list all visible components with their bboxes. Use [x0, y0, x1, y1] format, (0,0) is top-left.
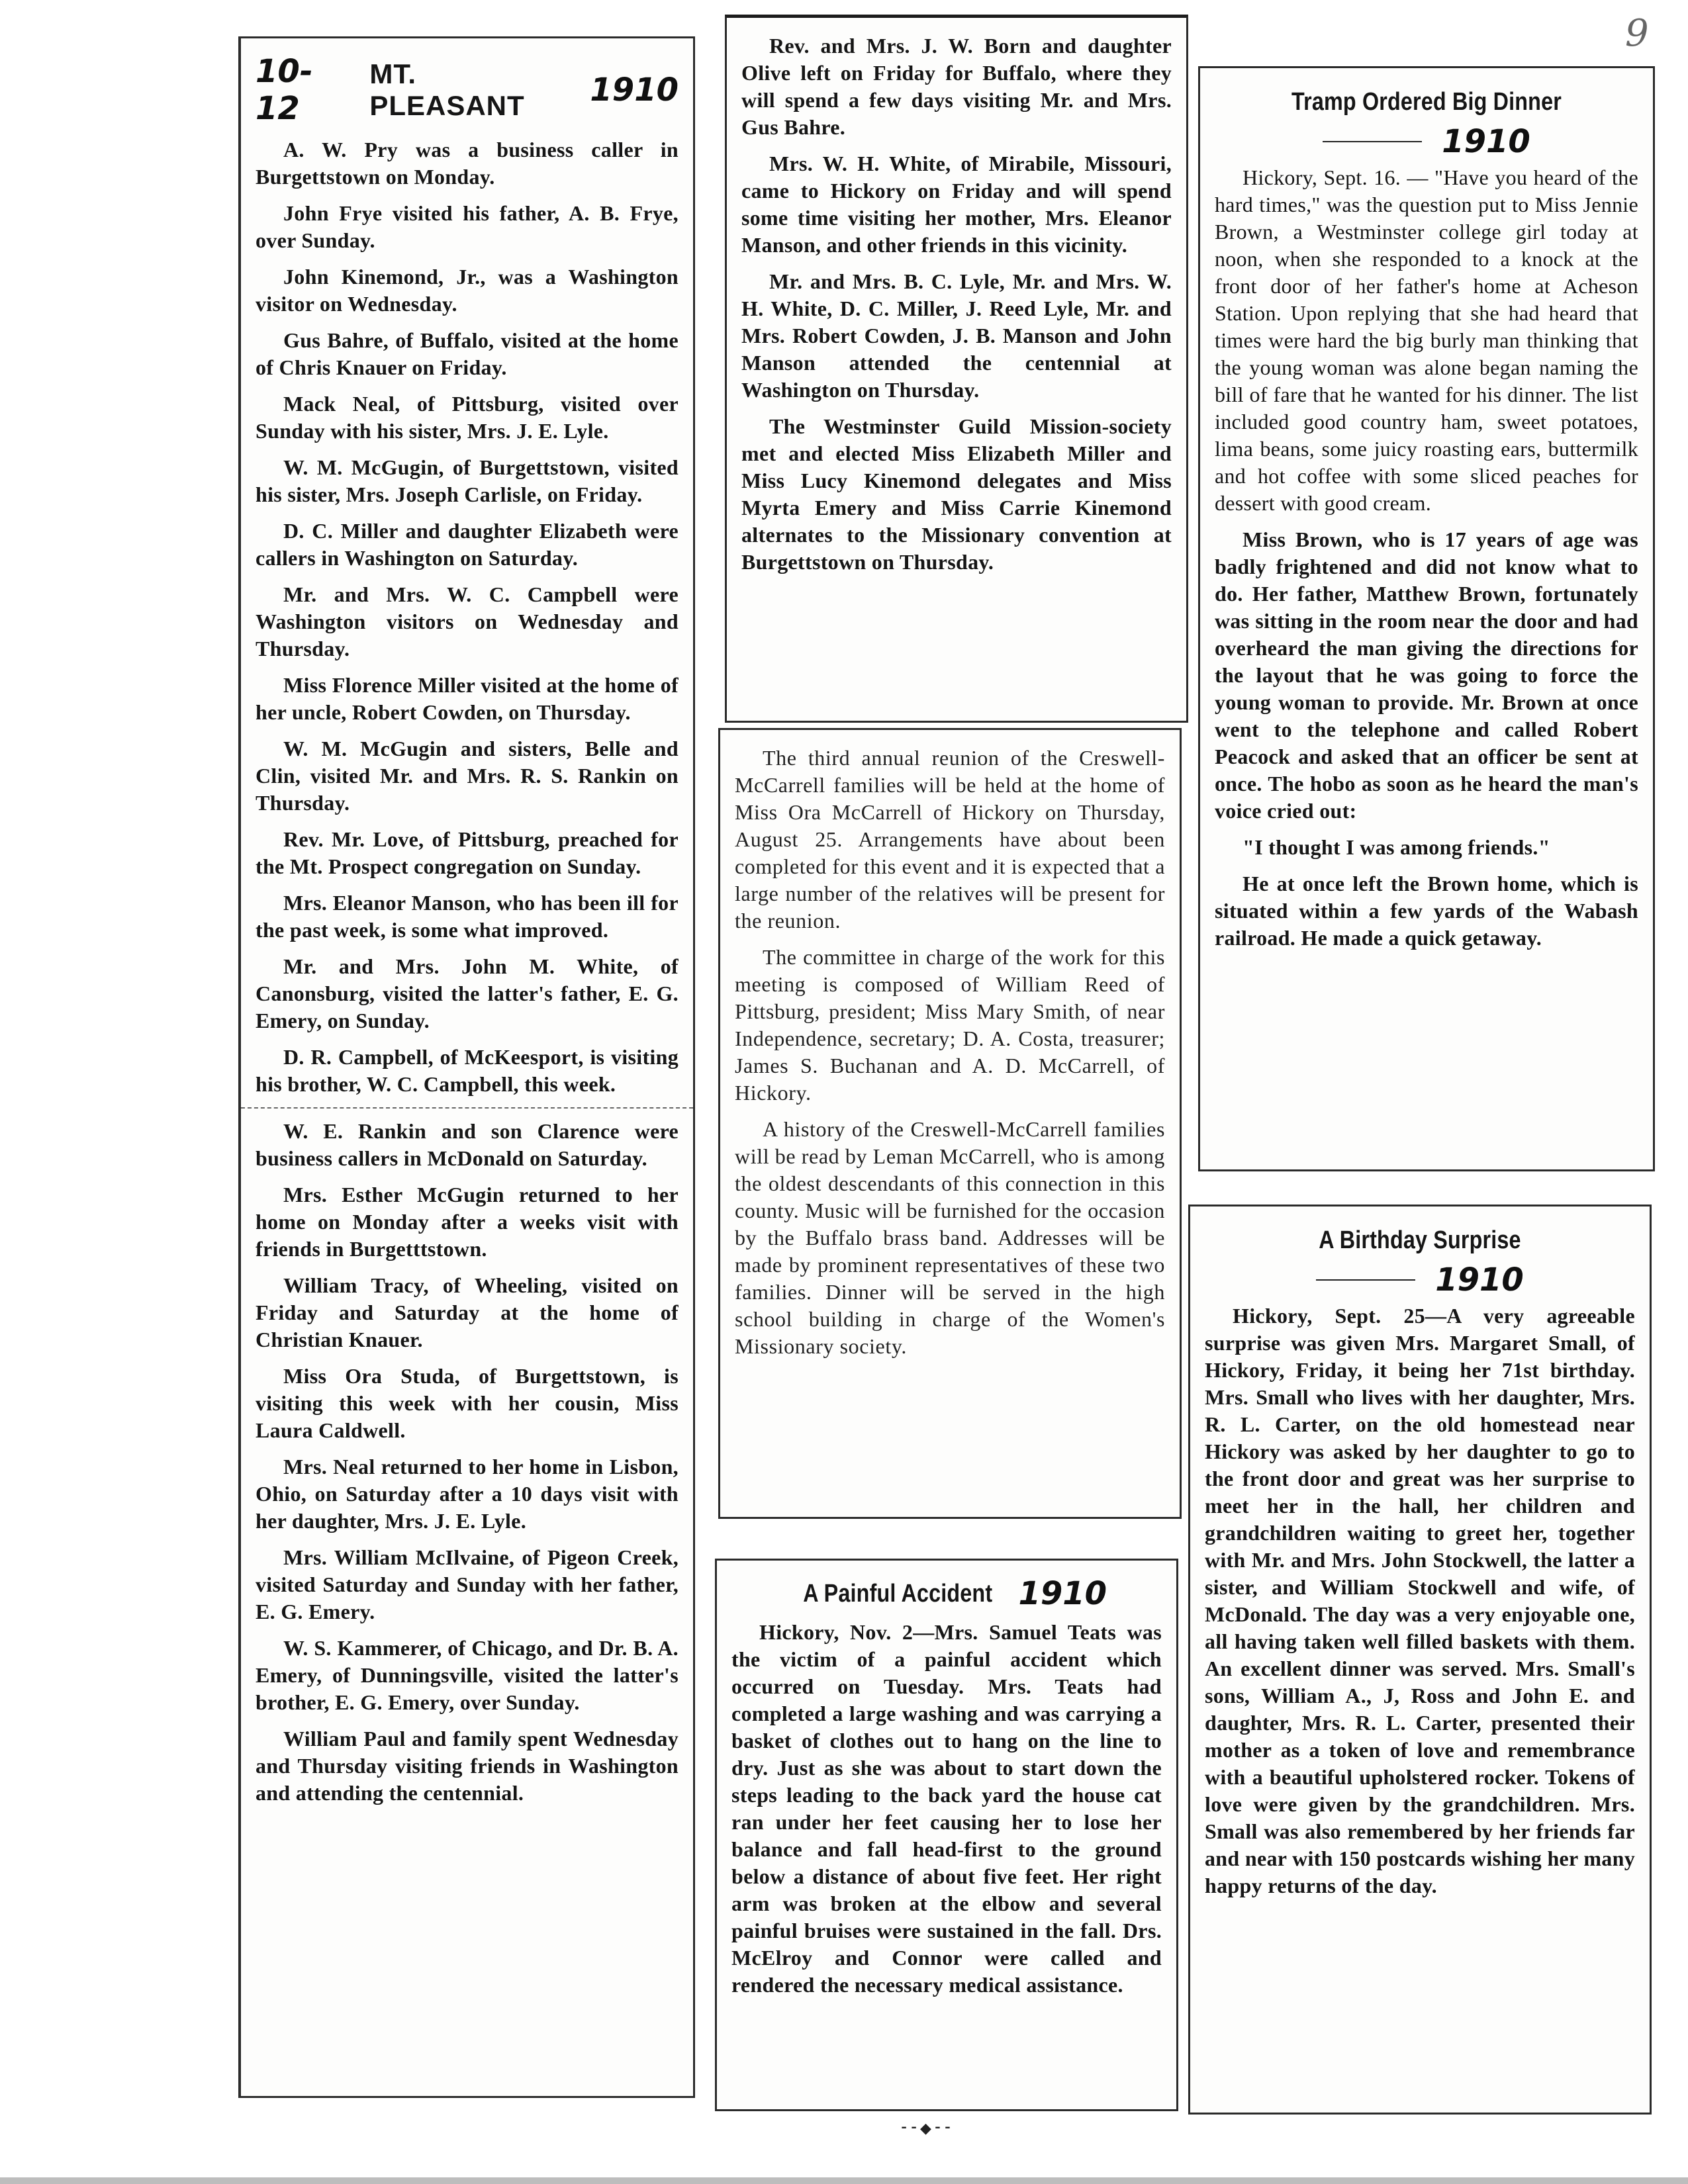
- tramp-paragraph: He at once left the Brown home, which is situated within a few yards of the Wabash railroad. He made a quick getaway.: [1215, 872, 1638, 950]
- hickory-items-clipping: [725, 15, 1188, 723]
- news-item: Miss Ora Studa, of Burgettstown, is visiting this week with her cousin, Miss Laura Caldwell.: [256, 1364, 679, 1442]
- mt-pleasant-header: [256, 53, 679, 127]
- news-item: John Kinemond, Jr., was a Washington visitor on Wednesday.: [256, 265, 679, 316]
- reunion-clipping: [718, 728, 1182, 1519]
- news-item: A. W. Pry was a business caller in Burgettstown on Monday.: [256, 138, 679, 189]
- clip-divider: [241, 1107, 693, 1109]
- reunion-paragraph: The third annual reunion of the Creswell-McCarrell families will be held at the home of Miss Ora McCarrell of Hickory on Thursday, August 25. Arrangements have about been completed for this event and it is expected that a large number of the relatives will be present for the reunion.: [735, 746, 1165, 933]
- scan-edge: [0, 2177, 1688, 2184]
- title-rule: [1316, 1279, 1415, 1281]
- news-item: Mrs. Esther McGugin returned to her home on Monday after a weeks visit with friends in Burgetttstown.: [256, 1183, 679, 1261]
- reunion-paragraph: The committee in charge of the work for this meeting is composed of William Reed of Pittsburg, president; Miss Mary Smith, of near Independence, secretary; D. A. Costa, treasurer; James S. Buchanan and A. D. McCarrell, of Hickory.: [735, 945, 1165, 1105]
- accident-text: Hickory, Nov. 2—Mrs. Samuel Teats was the victim of a painful accident which occurred on Tuesday. Mrs. Teats had completed a large washing and was carrying a basket of clothes out to hang on the line to dry. Just as she was about to start down the steps leading to the back yard the house cat ran under her feet causing her to lose her balance and fall head-first to the ground below a distance of about five feet. Her right arm was broken at the elbow and several painful bruises were sustained in the fall. Drs. McElroy and Connor were called and rendered the necessary medical assistance.: [731, 1620, 1162, 1997]
- news-item: W. E. Rankin and son Clarence were business callers in McDonald on Saturday.: [256, 1119, 679, 1170]
- news-item: The Westminster Guild Mission-society met and elected Miss Elizabeth Miller and Miss Lucy Kinemond delegates and Miss Myrta Emery and Miss Carrie Kinemond alternates to the Missionary convention at Burgettstown on Thursday.: [741, 414, 1172, 574]
- page-number: 9: [1625, 12, 1649, 55]
- news-item: William Tracy, of Wheeling, visited on Friday and Saturday at the home of Christian Knauer.: [256, 1273, 679, 1351]
- news-item: Mr. and Mrs. John M. White, of Canonsburg, visited the latter's father, E. G. Emery, on Sunday.: [256, 954, 679, 1032]
- news-item: Mr. and Mrs. B. C. Lyle, Mr. and Mrs. W. H. White, D. C. Miller, J. Reed Lyle, Mr. and Mrs. Robert Cowden, J. B. Manson and John Manson attended the centennial at Washington on Thursday.: [741, 269, 1172, 402]
- handwritten-year: 1910: [1435, 1261, 1524, 1298]
- tramp-clipping: [1198, 66, 1655, 1171]
- news-item: D. C. Miller and daughter Elizabeth were callers in Washington on Saturday.: [256, 519, 679, 570]
- accident-clipping: [715, 1559, 1178, 2111]
- news-item: Rev. and Mrs. J. W. Born and daughter Olive left on Friday for Buffalo, where they will spend a few days visiting Mr. and Mrs. Gus Bahre.: [741, 34, 1172, 139]
- handwritten-year: 1910: [590, 71, 679, 109]
- tramp-paragraph: "I thought I was among friends.": [1243, 835, 1550, 859]
- accident-title: A Painful Accident: [803, 1579, 993, 1608]
- tramp-paragraph: Miss Brown, who is 17 years of age was badly frightened and did not know what to do. Her father, Matthew Brown, fortunately was sitting in the room near the door and had overheard the man giving the directions for the layout that he was going to force the young woman to provide. Mr. Brown at once went to the telephone and called Robert Peacock and asked that an officer be sent at once. The hobo as soon as he heard the man's voice cried out:: [1215, 527, 1638, 823]
- news-item: Mr. and Mrs. W. C. Campbell were Washington visitors on Wednesday and Thursday.: [256, 582, 679, 660]
- accident-header: [731, 1575, 1162, 1612]
- news-item: Mack Neal, of Pittsburg, visited over Sunday with his sister, Mrs. J. E. Lyle.: [256, 392, 679, 443]
- tramp-subrow: [1215, 123, 1638, 160]
- news-item: Gus Bahre, of Buffalo, visited at the home of Chris Knauer on Friday.: [256, 328, 679, 379]
- news-item: Mrs. Neal returned to her home in Lisbon, Ohio, on Saturday after a 10 days visit with her daughter, Mrs. J. E. Lyle.: [256, 1455, 679, 1533]
- reunion-paragraph: A history of the Creswell-McCarrell families will be read by Leman McCarrell, who is among the oldest descendants of this connection in this county. Music will be furnished for the occasion by the Buffalo brass band. Addresses will be made by prominent representatives of these two families. Dinner will be served in the high school building in charge of the Women's Missionary society.: [735, 1117, 1165, 1358]
- mt-pleasant-items-continued: [256, 1118, 679, 1807]
- mt-pleasant-items: [256, 136, 679, 1098]
- news-item: W. S. Kammerer, of Chicago, and Dr. B. A. Emery, of Dunningsville, visited the latter's brother, E. G. Emery, over Sunday.: [256, 1636, 679, 1714]
- news-item: Mrs. W. H. White, of Mirabile, Missouri, came to Hickory on Friday and will spend some time visiting her mother, Mrs. Eleanor Manson, and other friends in this vicinity.: [741, 152, 1172, 257]
- mt-pleasant-title: MT. PLEASANT: [369, 58, 525, 121]
- news-item: William Paul and family spent Wednesday and Thursday visiting friends in Washington and attending the centennial.: [256, 1727, 679, 1805]
- news-item: John Frye visited his father, A. B. Frye, over Sunday.: [256, 201, 679, 252]
- handwritten-date: 10-12: [256, 53, 313, 127]
- news-item: D. R. Campbell, of McKeesport, is visiting his brother, W. C. Campbell, this week.: [256, 1045, 679, 1096]
- news-item: Rev. Mr. Love, of Pittsburg, preached for the Mt. Prospect congregation on Sunday.: [256, 827, 679, 878]
- mt-pleasant-clipping: [238, 36, 695, 2098]
- handwritten-year: 1910: [1018, 1575, 1107, 1612]
- news-item: W. M. McGugin, of Burgettstown, visited his sister, Mrs. Joseph Carlisle, on Friday.: [256, 455, 679, 506]
- title-rule: [1323, 141, 1422, 142]
- birthday-subrow: [1205, 1261, 1635, 1298]
- news-item: Mrs. Eleanor Manson, who has been ill for the past week, is some what improved.: [256, 891, 679, 942]
- handwritten-year: 1910: [1442, 123, 1530, 160]
- tramp-title: Tramp Ordered Big Dinner: [1291, 88, 1562, 116]
- ornament: ⁃⁃◆⁃⁃: [900, 2120, 954, 2137]
- news-item: W. M. McGugin and sisters, Belle and Clin, visited Mr. and Mrs. R. S. Rankin on Thursday.: [256, 737, 679, 815]
- birthday-clipping: [1188, 1205, 1652, 2115]
- news-item: Mrs. William McIlvaine, of Pigeon Creek, visited Saturday and Sunday with her father, E. G. Emery.: [256, 1545, 679, 1623]
- birthday-text: Hickory, Sept. 25—A very agreeable surprise was given Mrs. Margaret Small, of Hickory, Friday, it being her 71st birthday. Mrs. Small who lives with her daughter, Mrs. R. L. Carter, on the old homestead near Hickory was asked by her daughter to go to the front door and great was her surprise to meet her in the hall, her children and grandchildren waiting to greet her, together with Mr. and Mrs. John Stockwell, the latter a sister, and William Stockwell and wife, of McDonald. The day was a very enjoyable one, all having taken well filled baskets with them. An excellent dinner was served. Mrs. Small's sons, William A., J, Ross and John E. and daughter, Mrs. R. L. Carter, presented their mother as a token of love and remembrance with a beautiful upholstered rocker. Tokens of love were given by the grandchildren. Mrs. Small was also remembered by her friends far and near with 150 postcards wishing her many happy returns of the day.: [1205, 1304, 1635, 1897]
- birthday-title: A Birthday Surprise: [1319, 1226, 1521, 1254]
- tramp-paragraph: Hickory, Sept. 16. — "Have you heard of the hard times," was the question put to Miss Jennie Brown, a Westminster college girl today at noon, when she responded to a knock at the front door of her father's home at Acheson Station. Upon replying that she had heard that times were hard the big burly man thinking that the young woman was alone began naming the bill of fare that he wanted for his dinner. The list included good country ham, sweet potatoes, lima beans, some juicy roasting ears, buttermilk and hot coffee with some sliced peaches for dessert with good cream.: [1215, 165, 1638, 515]
- news-item: Miss Florence Miller visited at the home of her uncle, Robert Cowden, on Thursday.: [256, 673, 679, 724]
